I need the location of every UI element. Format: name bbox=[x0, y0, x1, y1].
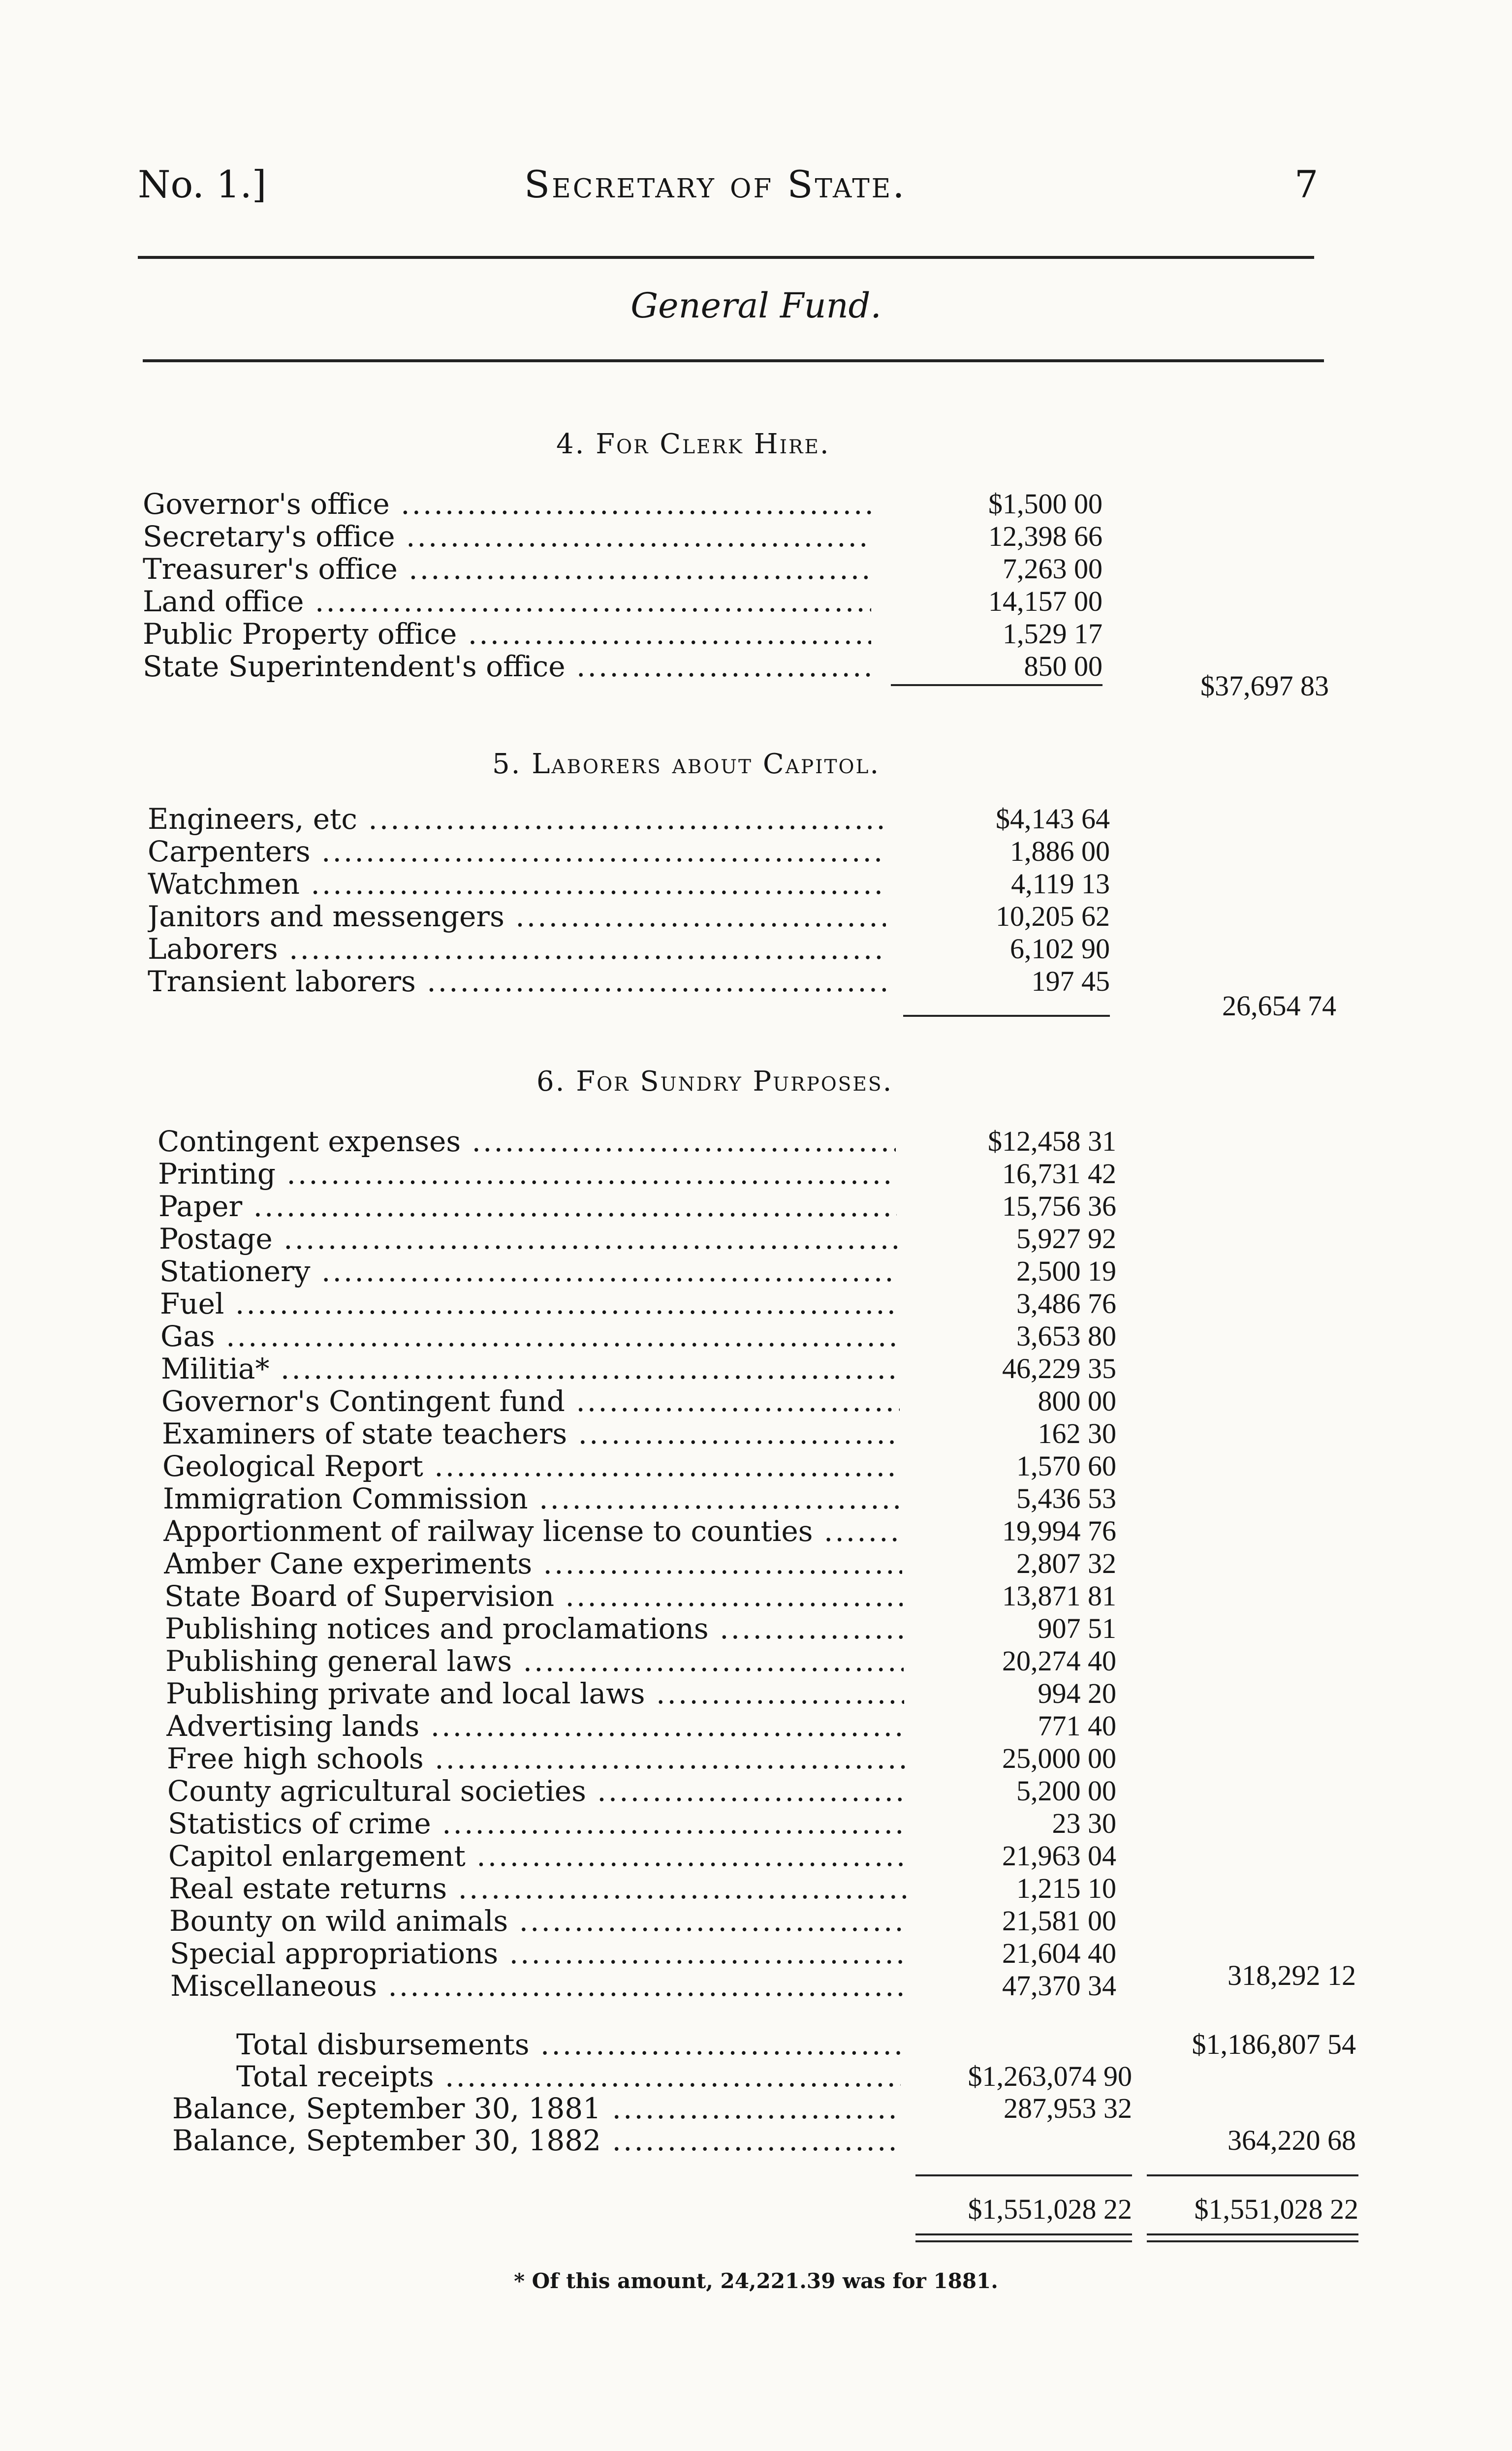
ledger-row bbox=[0, 1449, 1512, 1482]
row-amount: 771 40 bbox=[1038, 1710, 1116, 1742]
ledger-row bbox=[0, 520, 1512, 552]
row-label: Governor's office ..... bbox=[143, 487, 871, 521]
column-rule bbox=[915, 2174, 1132, 2176]
ledger-row bbox=[0, 1872, 1512, 1904]
row-label: Miscellaneous ..... bbox=[170, 1969, 909, 2003]
summary-total: $1,186,807 54 bbox=[1192, 2028, 1356, 2060]
row-amount: 20,274 40 bbox=[1002, 1645, 1116, 1677]
row-amount: $4,143 64 bbox=[996, 803, 1110, 835]
row-amount: 7,263 00 bbox=[1003, 553, 1102, 585]
ledger-row bbox=[0, 1774, 1512, 1807]
row-label: Publishing private and local laws ..... bbox=[166, 1677, 904, 1710]
summary-row bbox=[0, 2092, 1512, 2124]
ledger-row bbox=[0, 1807, 1512, 1839]
row-label: Watchmen ..... bbox=[148, 867, 886, 901]
row-amount: 1,215 10 bbox=[1016, 1872, 1116, 1904]
row-label: Advertising lands ..... bbox=[166, 1709, 905, 1743]
row-amount: 2,500 19 bbox=[1016, 1255, 1116, 1287]
ledger-row bbox=[0, 1742, 1512, 1774]
row-label: Examiners of state teachers ..... bbox=[162, 1417, 900, 1450]
row-amount: 5,200 00 bbox=[1016, 1775, 1116, 1807]
document-number: No. 1.] bbox=[138, 162, 267, 206]
row-amount: 800 00 bbox=[1038, 1385, 1116, 1417]
row-amount: 21,963 04 bbox=[1002, 1840, 1116, 1872]
row-amount: 4,119 13 bbox=[1011, 868, 1110, 900]
summary-row bbox=[0, 2060, 1512, 2092]
row-label: Militia* ..... bbox=[161, 1352, 899, 1385]
row-amount: 197 45 bbox=[1031, 965, 1110, 997]
row-amount: 25,000 00 bbox=[1002, 1742, 1116, 1774]
ledger-row bbox=[0, 1904, 1512, 1937]
row-label: Stationery ..... bbox=[159, 1255, 898, 1288]
ledger-row bbox=[0, 1839, 1512, 1872]
row-label: State Superintendent's office ..... bbox=[143, 650, 871, 683]
row-amount: 1,886 00 bbox=[1010, 835, 1110, 867]
row-amount: 994 20 bbox=[1038, 1677, 1116, 1709]
row-label: Paper ..... bbox=[158, 1190, 897, 1223]
row-label: Free high schools ..... bbox=[167, 1742, 905, 1775]
row-label: Publishing notices and proclamations ..... bbox=[165, 1612, 903, 1645]
row-amount: 1,529 17 bbox=[1003, 618, 1102, 650]
row-amount: 15,756 36 bbox=[1002, 1190, 1116, 1222]
row-label: Contingent expenses ..... bbox=[158, 1125, 896, 1158]
ledger-row bbox=[0, 487, 1512, 520]
summary-row bbox=[0, 2124, 1512, 2156]
ledger-row bbox=[0, 1644, 1512, 1677]
row-label: Gas ..... bbox=[160, 1320, 899, 1353]
section-title: 4. For Clerk Hire. bbox=[556, 428, 830, 460]
double-rule bbox=[1147, 2233, 1358, 2235]
row-label: Real estate returns ..... bbox=[169, 1872, 907, 1905]
row-amount: 21,604 40 bbox=[1002, 1937, 1116, 1969]
ledger-row bbox=[0, 1514, 1512, 1547]
row-amount: 2,807 32 bbox=[1016, 1547, 1116, 1579]
row-label: Publishing general laws ..... bbox=[165, 1644, 904, 1678]
row-label: Governor's Contingent fund ..... bbox=[161, 1384, 900, 1418]
summary-label: Total receipts ..... bbox=[236, 2060, 901, 2093]
ledger-row bbox=[0, 1190, 1512, 1222]
ledger-row bbox=[0, 932, 1512, 965]
page-number: 7 bbox=[1294, 162, 1319, 206]
section-title: 6. For Sundry Purposes. bbox=[536, 1066, 893, 1098]
fund-title: General Fund. bbox=[630, 285, 882, 326]
ledger-row bbox=[0, 617, 1512, 650]
ledger-row bbox=[0, 1255, 1512, 1287]
row-amount: 21,581 00 bbox=[1002, 1905, 1116, 1937]
row-amount: 19,994 76 bbox=[1002, 1515, 1116, 1547]
row-amount: 5,927 92 bbox=[1016, 1223, 1116, 1255]
ledger-row bbox=[0, 1222, 1512, 1255]
row-label: Treasurer's office ..... bbox=[143, 552, 871, 586]
row-label: County agricultural societies ..... bbox=[167, 1774, 906, 1808]
double-rule bbox=[915, 2233, 1132, 2235]
ledger-row bbox=[0, 1287, 1512, 1320]
ledger-row bbox=[0, 1482, 1512, 1514]
summary-total: 364,220 68 bbox=[1228, 2124, 1356, 2156]
section-subtotal: $37,697 83 bbox=[1200, 670, 1329, 702]
row-label: Janitors and messengers ..... bbox=[148, 900, 886, 933]
ledger-row bbox=[0, 802, 1512, 835]
column-rule bbox=[903, 1015, 1110, 1017]
ledger-row bbox=[0, 585, 1512, 617]
row-label: Carpenters ..... bbox=[148, 835, 886, 868]
row-label: Transient laborers ..... bbox=[148, 965, 886, 998]
row-amount: 16,731 42 bbox=[1002, 1158, 1116, 1190]
header-rule bbox=[138, 256, 1314, 259]
row-label: Statistics of crime ..... bbox=[168, 1807, 906, 1840]
section-subtotal: 26,654 74 bbox=[1222, 990, 1336, 1022]
row-label: Geological Report ..... bbox=[162, 1449, 901, 1483]
row-amount: $12,458 31 bbox=[988, 1125, 1116, 1157]
row-label: Postage ..... bbox=[159, 1222, 897, 1256]
row-label: Immigration Commission ..... bbox=[163, 1482, 901, 1515]
ledger-row bbox=[0, 1384, 1512, 1417]
ledger-row bbox=[0, 1125, 1512, 1157]
summary-amount: $1,263,074 90 bbox=[968, 2060, 1132, 2092]
row-label: Secretary's office ..... bbox=[143, 520, 871, 553]
column-rule bbox=[1147, 2174, 1358, 2176]
row-amount: 3,486 76 bbox=[1016, 1288, 1116, 1320]
row-label: Capitol enlargement ..... bbox=[168, 1839, 907, 1873]
row-label: Apportionment of railway license to counties ..... bbox=[163, 1514, 902, 1548]
ledger-row bbox=[0, 1677, 1512, 1709]
footnote: * Of this amount, 24,221.39 was for 1881. bbox=[514, 2269, 998, 2293]
column-rule bbox=[891, 684, 1102, 686]
summary-label: Balance, September 30, 1882 ..... bbox=[172, 2124, 901, 2157]
ledger-row bbox=[0, 835, 1512, 867]
ledger-row bbox=[0, 1157, 1512, 1190]
title-rule bbox=[143, 359, 1324, 362]
row-label: Bounty on wild animals ..... bbox=[169, 1904, 908, 1938]
ledger-row bbox=[0, 1579, 1512, 1612]
row-amount: 1,570 60 bbox=[1016, 1450, 1116, 1482]
row-amount: 46,229 35 bbox=[1002, 1352, 1116, 1384]
row-amount: 23 30 bbox=[1052, 1807, 1116, 1839]
summary-label: Total disbursements ..... bbox=[236, 2028, 901, 2061]
row-amount: $1,500 00 bbox=[988, 488, 1102, 520]
ledger-row bbox=[0, 1547, 1512, 1579]
row-label: Engineers, etc ..... bbox=[148, 802, 886, 836]
row-amount: 3,653 80 bbox=[1016, 1320, 1116, 1352]
grand-total-row bbox=[0, 2193, 1512, 2225]
row-label: Laborers ..... bbox=[148, 932, 886, 966]
row-label: Fuel ..... bbox=[160, 1287, 898, 1320]
summary-label: Balance, September 30, 1881 ..... bbox=[172, 2092, 901, 2125]
summary-amount: 287,953 32 bbox=[1004, 2092, 1132, 2124]
row-amount: 10,205 62 bbox=[996, 900, 1110, 932]
running-title: Secretary of State. bbox=[524, 162, 907, 206]
grand-total-left: $1,551,028 22 bbox=[968, 2193, 1132, 2225]
row-amount: 6,102 90 bbox=[1010, 933, 1110, 965]
ledger-row bbox=[0, 867, 1512, 900]
ledger-row bbox=[0, 552, 1512, 585]
ledger-row bbox=[0, 1352, 1512, 1384]
summary-row bbox=[0, 2028, 1512, 2060]
section-title: 5. Laborers about Capitol. bbox=[492, 748, 881, 780]
row-amount: 14,157 00 bbox=[988, 585, 1102, 617]
row-amount: 47,370 34 bbox=[1002, 1970, 1116, 2002]
row-label: State Board of Supervision ..... bbox=[164, 1579, 903, 1613]
grand-total-right: $1,551,028 22 bbox=[1194, 2193, 1358, 2225]
row-amount: 5,436 53 bbox=[1016, 1482, 1116, 1514]
section-subtotal: 318,292 12 bbox=[1228, 1959, 1356, 1991]
ledger-row bbox=[0, 1709, 1512, 1742]
ledger-row bbox=[0, 1612, 1512, 1644]
row-label: Public Property office ..... bbox=[143, 617, 871, 651]
row-amount: 12,398 66 bbox=[988, 520, 1102, 552]
row-amount: 13,871 81 bbox=[1002, 1580, 1116, 1612]
row-amount: 907 51 bbox=[1038, 1612, 1116, 1644]
row-amount: 162 30 bbox=[1038, 1417, 1116, 1449]
double-rule bbox=[1147, 2240, 1358, 2242]
row-label: Printing ..... bbox=[158, 1157, 896, 1191]
row-label: Special appropriations ..... bbox=[170, 1937, 908, 1970]
row-label: Land office ..... bbox=[143, 585, 871, 618]
ledger-row bbox=[0, 1417, 1512, 1449]
ledger-row bbox=[0, 900, 1512, 932]
row-amount: 850 00 bbox=[1024, 650, 1102, 682]
row-label: Amber Cane experiments ..... bbox=[164, 1547, 902, 1580]
ledger-row bbox=[0, 1320, 1512, 1352]
double-rule bbox=[915, 2240, 1132, 2242]
